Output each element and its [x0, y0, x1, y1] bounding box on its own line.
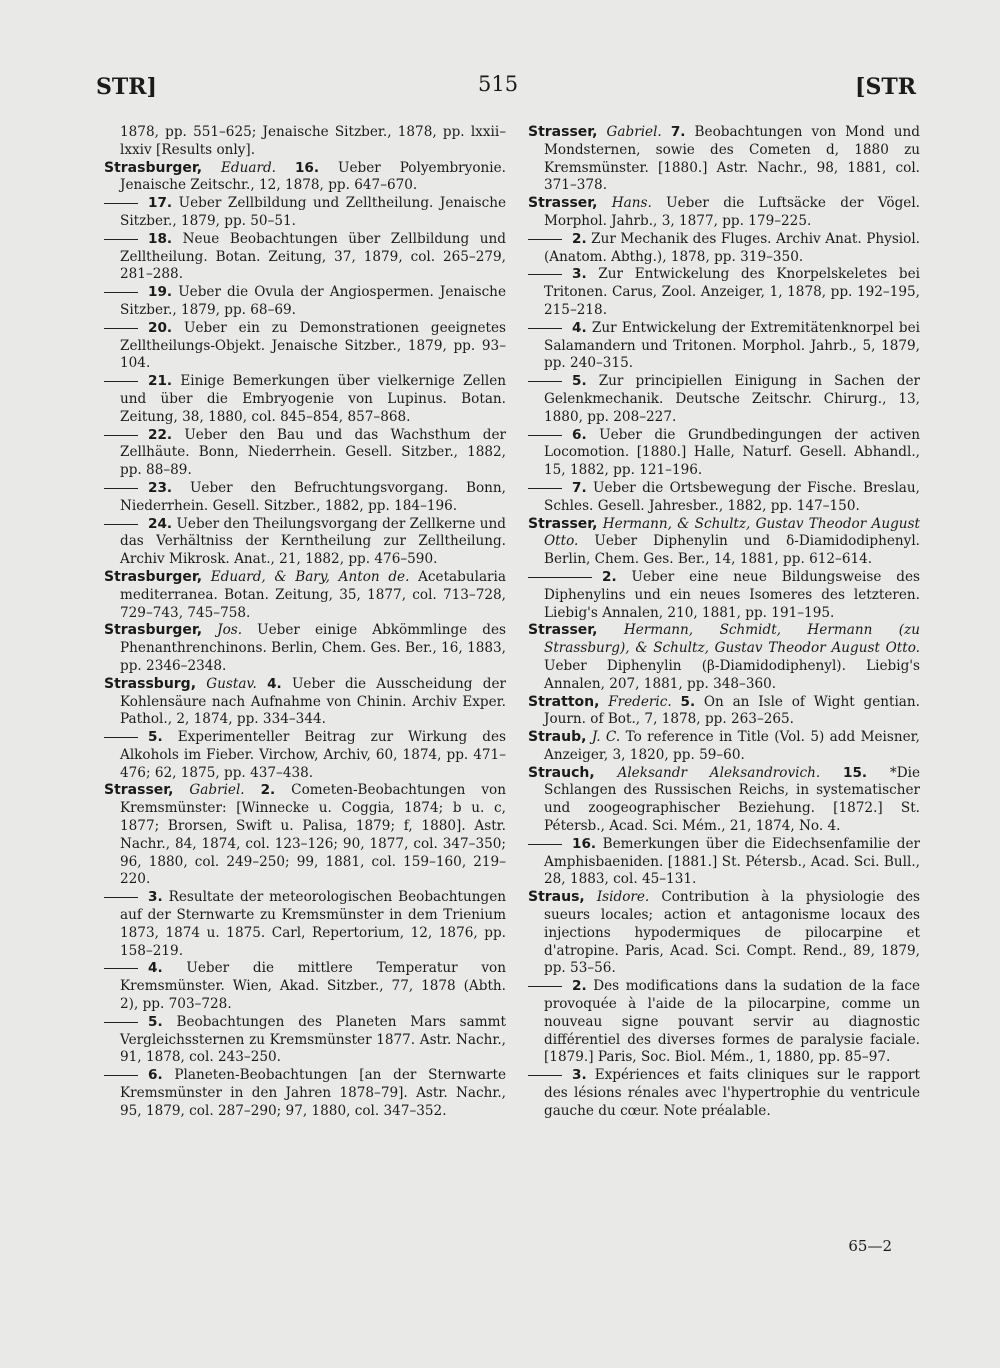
bibliography-entry — [104, 1014, 506, 1067]
entry-number: 5. — [148, 1013, 163, 1030]
running-head-right: [STR — [855, 74, 916, 100]
ditto-dash — [528, 488, 562, 489]
ditto-dash — [104, 239, 138, 240]
entry-number: 5. — [148, 729, 163, 746]
author-forename: Eduard, & Bary, Anton de. — [210, 568, 410, 585]
bibliography-entry — [104, 320, 506, 373]
entry-number: 5. — [680, 693, 696, 710]
entry-number: 23. — [148, 479, 173, 496]
ditto-dash — [104, 328, 138, 329]
entry-number: 2. — [602, 568, 617, 585]
bibliography-entry — [104, 782, 506, 889]
entry-text: On an Isle of Wight gentian. Journ. of Bot., 7, 1878, pp. 263–265. — [544, 693, 920, 728]
entry-text: Ueber die Ovula der Angiospermen. Jenaische Sitzber., 1879, pp. 68–69. — [120, 284, 506, 318]
author-forename: Hans. — [611, 195, 652, 212]
bibliography-entry — [528, 195, 920, 231]
author-surname: Strasser, — [104, 782, 174, 799]
author-surname: Strasser, — [528, 195, 598, 212]
entry-text: Beobachtungen von Mond und Mondsternen, sowie des Cometen d, 1880 zu Kremsmünster. [1880.] Astr. Nachr., 98, 1881, col. 371–378. — [544, 124, 921, 194]
entry-number: 6. — [572, 426, 587, 443]
entry-number: 4. — [572, 319, 587, 336]
ditto-dash — [528, 381, 562, 382]
ditto-dash — [104, 968, 138, 969]
entry-text: Neue Beobachtungen über Zellbildung und Zelltheilung. Botan. Zeitung, 37, 1879, col. 265–279, 281–288. — [120, 230, 506, 283]
entry-text: Contribution à la physiologie des sueurs locales; action et antagonisme locaux des injections hypodermiques de pilocarpine et d'atropine. Paris, Acad. Sci. Compt. Rend., 89, 1879, pp. 53–56. — [544, 889, 920, 977]
bibliography-entry — [104, 195, 506, 231]
bibliography-entry — [104, 160, 506, 196]
entry-text: Ueber Diphenylin (β-Diamidodiphenyl). Liebig's Annalen, 207, 1881, pp. 348–360. — [544, 657, 920, 692]
entry-number: 20. — [148, 319, 173, 336]
ditto-dash — [104, 897, 138, 898]
author-forename: Gabriel. — [606, 124, 662, 140]
entry-text: Ueber die Ausscheidung der Kohlensäure nach Aufnahme von Chinin. Archiv Exper. Pathol., 2, 1874, pp. 334–344. — [120, 675, 506, 728]
ditto-dash — [528, 435, 562, 436]
entry-text: Ueber Polyembryonie. Jenaische Zeitschr., 12, 1878, pp. 647–670. — [120, 159, 506, 194]
entry-text: Experimenteller Beitrag zur Wirkung des Alkohols im Fieber. Virchow, Archiv, 60, 1874, pp. 471–476; 62, 1875, pp. 437–438. — [120, 729, 506, 781]
bibliography-entry — [528, 569, 920, 622]
bibliography-entry — [528, 622, 920, 693]
ditto-dash — [104, 292, 138, 293]
entry-number: 16. — [294, 159, 320, 176]
bibliography-entry — [528, 1067, 920, 1120]
author-surname: Stratton, — [528, 693, 600, 710]
ditto-dash — [528, 577, 592, 578]
entry-number: 21. — [148, 373, 173, 390]
bibliography-entry — [528, 231, 920, 267]
author-forename: Jos. — [217, 622, 243, 639]
entry-text: Ueber Diphenylin und δ-Diamidodiphenyl. Berlin, Chem. Ges. Ber., 14, 1881, pp. 612–614. — [544, 533, 920, 568]
page-number: 515 — [478, 72, 519, 96]
ditto-dash — [104, 203, 138, 204]
author-forename: Frederic. — [608, 693, 672, 710]
bibliography-entry — [104, 427, 506, 480]
entry-number: 16. — [572, 835, 597, 852]
entry-text: Ueber Zellbildung und Zelltheilung. Jenaische Sitzber., 1879, pp. 50–51. — [120, 195, 506, 229]
entry-text: Zur Entwickelung der Extremitätenknorpel bei Salamandern und Tritonen. Morphol. Jahrb., 5, 1879, pp. 240–315. — [544, 319, 920, 372]
ditto-dash — [528, 1075, 562, 1076]
author-forename: Eduard. — [221, 159, 277, 176]
ditto-dash — [104, 524, 138, 525]
right-column — [528, 124, 920, 1121]
author-forename: Hermann, Schmidt, Hermann (zu Strassburg), & Schultz, Gustav Theodor August Otto. — [544, 622, 920, 657]
entry-text: Cometen-Beobachtungen von Kremsmünster: [Winnecke u. Coggia, 1874; b u. c, 1877; Brorsen, Swift u. Palisa, 1879; f, 1880]. Astr. Nachr., 84, 1874, col. 123–126; 90, 1877, col. 347–350; 96, 1880, col. 249–250; 99, 1881, col. 159–160, 219–220. — [120, 782, 506, 888]
ditto-dash — [528, 986, 562, 987]
left-column — [104, 124, 506, 1121]
ditto-dash — [104, 1075, 138, 1076]
entry-number: 6. — [148, 1067, 163, 1084]
entry-text: Expériences et faits cliniques sur le rapport des lésions rénales avec l'hypertrophie du ventricule gauche du cœur. Note préalable. — [544, 1067, 920, 1119]
bibliography-entry — [104, 373, 506, 426]
author-forename: Hermann, & Schultz, Gustav Theodor August Otto. — [544, 515, 920, 550]
ditto-dash — [104, 381, 138, 382]
author-surname: Strasburger, — [104, 568, 203, 585]
author-surname: Straub, — [528, 729, 587, 746]
bibliography-entry — [528, 694, 920, 730]
author-surname: Strauch, — [528, 764, 595, 781]
bibliography-entry — [104, 284, 506, 320]
bibliography-entry — [528, 373, 920, 426]
author-surname: Straus, — [528, 889, 585, 906]
entry-number: 17. — [148, 195, 173, 212]
entry-text: Ueber eine neue Bildungsweise des Diphenylins und ein neues Isomeres des letzteren. Liebig's Annalen, 210, 1881, pp. 191–195. — [544, 568, 920, 621]
entry-text: Bemerkungen über die Eidechsenfamilie der Amphisbaeniden. [1881.] St. Pétersb., Acad. Sci. Bull., 28, 1883, col. 45–131. — [544, 835, 920, 888]
entry-text: Planeten-Beobachtungen [an der Sternwarte Kremsmünster in den Jahren 1878–79]. Astr. Nachr., 95, 1879, col. 287–290; 97, 1880, col. 347–352. — [120, 1067, 507, 1119]
ditto-dash — [104, 435, 138, 436]
bibliography-entry — [528, 480, 920, 516]
signature-mark: 65—2 — [848, 1237, 892, 1255]
author-surname: Strasser, — [528, 124, 598, 140]
bibliography-entry — [528, 516, 920, 569]
ditto-dash — [528, 328, 562, 329]
entry-number: 22. — [148, 426, 173, 443]
ditto-dash — [104, 1022, 138, 1023]
entry-text: Einige Bemerkungen über vielkernige Zellen und über die Embryogenie von Lupinus. Botan. Zeitung, 38, 1880, col. 845–854, 857–868. — [120, 373, 507, 425]
entry-text: Acetabularia mediterranea. Botan. Zeitung, 35, 1877, col. 713–728, 729–743, 745–758. — [120, 568, 506, 621]
entry-number: 7. — [670, 124, 686, 140]
entry-number: 4. — [148, 960, 163, 977]
entry-number: 19. — [148, 284, 173, 301]
bibliography-entry — [528, 266, 920, 319]
author-forename: Isidore. — [596, 889, 650, 906]
entry-number: 2. — [572, 230, 587, 247]
entry-text: Ueber die Luftsäcke der Vögel. Morphol. Jahrb., 3, 1877, pp. 179–225. — [544, 195, 920, 229]
ditto-dash — [104, 737, 138, 738]
entry-number: 18. — [148, 230, 173, 247]
author-surname: Strasser, — [528, 515, 598, 532]
author-forename: Gabriel. — [189, 782, 245, 799]
bibliography-entry — [528, 427, 920, 480]
author-surname: Strassburg, — [104, 675, 197, 692]
entry-text: Ueber einige Abkömmlinge des Phenanthrenchinons. Berlin, Chem. Ges. Ber., 16, 1883, pp. 2346–2348. — [120, 622, 506, 674]
bibliography-entry — [104, 960, 506, 1013]
entry-text: Zur Mechanik des Fluges. Archiv Anat. Physiol. (Anatom. Abthg.), 1878, pp. 319–350. — [544, 230, 920, 265]
bibliography-entry — [528, 320, 920, 373]
entry-text: *Die Schlangen des Russischen Reichs, in systematischer und zoogeographischer Beziehung. [1872.] St. Pétersb., Acad. Sci. Mém., 21, 1874, No. 4. — [544, 764, 920, 835]
entry-text: Ueber ein zu Demonstrationen geeignetes Zelltheilungs-Objekt. Jenaische Sitzber., 1879, pp. 93–104. — [120, 319, 506, 372]
entry-text: Ueber die mittlere Temperatur von Kremsmünster. Wien, Akad. Sitzber., 77, 1878 (Abth. 2), pp. 703–728. — [120, 960, 506, 1013]
entry-text: Zur principiellen Einigung in Sachen der Gelenkmechanik. Deutsche Zeitschr. Chirurg., 13, 1880, pp. 208–227. — [544, 373, 920, 425]
bibliography-entry — [528, 978, 920, 1067]
entry-number: 15. — [843, 764, 868, 781]
bibliography-entry — [528, 124, 920, 195]
author-surname: Strasburger, — [104, 159, 203, 176]
running-head-left: STR] — [96, 74, 157, 100]
bibliography-entry — [104, 889, 506, 960]
entry-text: Ueber den Bau und das Wachsthum der Zellhäute. Bonn, Niederrhein. Gesell. Sitzber., 1882, pp. 88–89. — [120, 426, 506, 479]
entry-text: 1878, pp. 551–625; Jenaische Sitzber., 1878, pp. lxxii–lxxiv [Results only]. — [120, 124, 506, 158]
bibliography-entry — [528, 836, 920, 889]
author-surname: Strasser, — [528, 622, 598, 639]
entry-text: Zur Entwickelung des Knorpelskeletes bei Tritonen. Carus, Zool. Anzeiger, 1, 1878, pp. 192–195, 215–218. — [544, 266, 921, 318]
ditto-dash — [104, 488, 138, 489]
bibliography-entry — [104, 622, 506, 675]
author-forename: Aleksandr Aleksandrovich. — [617, 764, 821, 781]
entry-number: 24. — [148, 515, 173, 532]
entry-text: Des modifications dans la sudation de la face provoquée à l'aide de la pilocarpine, comme un nouveau signe pouvant servir au diagnostic différentiel des diverses formes de paralysie faciale. [1879.] Paris, Soc. Biol. Mém., 1, 1880, pp. 85–97. — [544, 978, 920, 1066]
entry-number: 2. — [572, 978, 587, 995]
entry-text: Ueber den Theilungsvorgang der Zellkerne und das Verhältniss der Kerntheilung zur Zelltheilung. Archiv Mikrosk. Anat., 21, 1882, pp. 476–590. — [120, 515, 506, 568]
entry-text: Beobachtungen des Planeten Mars sammt Vergleichssternen zu Kremsmünster 1877. Astr. Nachr., 91, 1878, col. 243–250. — [120, 1013, 506, 1066]
entry-number: 3. — [572, 1067, 587, 1084]
ditto-dash — [528, 274, 562, 275]
entry-text: Ueber die Grundbedingungen der activen Locomotion. [1880.] Halle, Naturf. Gesell. Abhandl., 15, 1882, pp. 121–196. — [544, 426, 920, 479]
bibliography-entry — [104, 1067, 506, 1120]
bibliography-entry — [104, 569, 506, 622]
entry-number: 7. — [572, 479, 587, 496]
entry-number: 3. — [148, 889, 163, 906]
bibliography-entry — [104, 480, 506, 516]
entry-text: Ueber den Befruchtungsvorgang. Bonn, Niederrhein. Gesell. Sitzber., 1882, pp. 184–196. — [120, 479, 506, 514]
bibliography-entry — [528, 889, 920, 978]
entry-number: 2. — [260, 782, 276, 799]
entry-text: To reference in Title (Vol. 5) add Meisner, Anzeiger, 3, 1820, pp. 59–60. — [544, 729, 920, 763]
ditto-dash — [528, 844, 562, 845]
bibliography-entry — [104, 516, 506, 569]
author-forename: J. C. — [591, 729, 621, 746]
bibliography-entry — [528, 765, 920, 836]
bibliography-entry — [104, 676, 506, 729]
author-surname: Strasburger, — [104, 622, 203, 639]
entry-number: 3. — [572, 266, 587, 283]
ditto-dash — [528, 239, 562, 240]
entry-text: Ueber die Ortsbewegung der Fische. Breslau, Schles. Gesell. Jahresber., 1882, pp. 147–150. — [544, 479, 920, 514]
entry-number: 4. — [267, 675, 282, 692]
entry-text: Resultate der meteorologischen Beobachtungen auf der Sternwarte zu Kremsmünster in dem Trienium 1873, 1874 u. 1875. Carl, Repertorium, 12, 1876, pp. 158–219. — [120, 889, 506, 959]
bibliography-entry — [104, 124, 506, 160]
author-forename: Gustav. — [206, 675, 257, 692]
bibliography-entry — [104, 231, 506, 284]
bibliography-entry — [104, 729, 506, 782]
bibliography-entry — [528, 729, 920, 765]
entry-number: 5. — [572, 373, 587, 390]
